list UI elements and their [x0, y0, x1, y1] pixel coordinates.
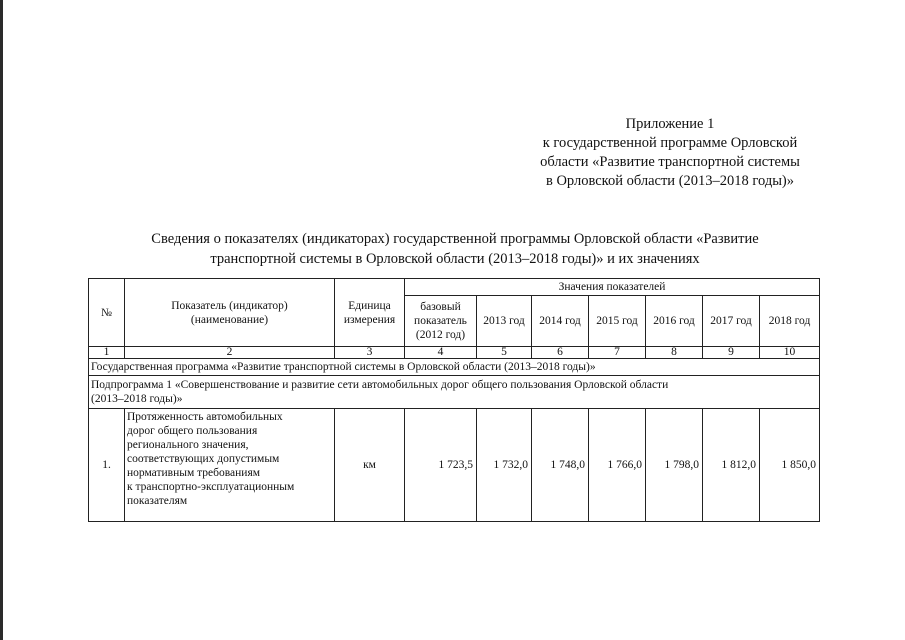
subprogram-row — [89, 376, 820, 409]
indicator-name-line: соответствующих допустимым — [127, 453, 280, 465]
program-row: Государственная программа «Развитие транспортной системы в Орловской области (2013–2018 годы)» — [89, 359, 820, 376]
row-value-2014: 1 748,0 — [532, 409, 589, 522]
column-number: 3 — [335, 347, 405, 359]
column-number: 8 — [646, 347, 703, 359]
header-values-group: Значения показателей — [405, 279, 820, 296]
header-num: № — [89, 279, 125, 347]
header-year-2016: 2016 год — [646, 296, 703, 347]
column-number: 5 — [477, 347, 532, 359]
column-number: 9 — [703, 347, 760, 359]
indicator-name-line: к транспортно-эксплуатационным — [127, 481, 295, 493]
indicators-table — [88, 278, 820, 522]
column-number: 6 — [532, 347, 589, 359]
indicator-name-line: дорог общего пользования — [127, 425, 258, 437]
header-base-line-1: базовый — [420, 301, 461, 313]
title-line-1: Сведения о показателях (индикаторах) государственной программы Орловской области «Развитие — [151, 231, 759, 247]
header-year-2015: 2015 год — [589, 296, 646, 347]
row-value-2015: 1 766,0 — [589, 409, 646, 522]
appendix-line-3: области «Развитие транспортной системы — [540, 154, 800, 170]
header-year-2017: 2017 год — [703, 296, 760, 347]
header-year-2014: 2014 год — [532, 296, 589, 347]
indicator-name-line: нормативным требованиям — [127, 467, 261, 479]
header-base-line-2: показатель — [414, 315, 467, 327]
appendix-caption — [520, 115, 820, 191]
indicator-name-line: Протяженность автомобильных — [127, 411, 283, 423]
row-value-2018: 1 850,0 — [760, 409, 820, 522]
row-indicator-name — [125, 409, 335, 522]
row-num: 1. — [89, 409, 125, 522]
header-indicator-line-1: Показатель (индикатор) — [171, 299, 288, 312]
column-number: 4 — [405, 347, 477, 359]
header-base — [405, 296, 477, 347]
header-base-line-3: (2012 год) — [415, 329, 466, 341]
header-indicator-line-2: (наименование) — [190, 313, 269, 326]
column-number: 1 — [89, 347, 125, 359]
scan-left-edge — [0, 0, 3, 640]
indicator-name-line: показателям — [127, 495, 188, 507]
row-value-2016: 1 798,0 — [646, 409, 703, 522]
subprogram-line-1: Подпрограмма 1 «Совершенствование и развитие сети автомобильных дорог общего пользования Орловской области — [91, 379, 669, 391]
header-year-2013: 2013 год — [477, 296, 532, 347]
row-value-2017: 1 812,0 — [703, 409, 760, 522]
column-number: 10 — [760, 347, 820, 359]
appendix-line-1: Приложение 1 — [625, 116, 715, 132]
appendix-line-2: к государственной программе Орловской — [542, 135, 798, 151]
row-unit: км — [335, 409, 405, 522]
header-indicator — [125, 279, 335, 347]
column-number: 7 — [589, 347, 646, 359]
indicator-name-line: регионального значения, — [127, 439, 249, 451]
title-line-2: транспортной системы в Орловской области (2013–2018 годы)» и их значениях — [210, 250, 700, 267]
document-title — [95, 230, 815, 269]
row-base-value: 1 723,5 — [405, 409, 477, 522]
appendix-line-4: в Орловской области (2013–2018 годы)» — [545, 173, 795, 189]
subprogram-line-2: (2013–2018 годы)» — [91, 393, 183, 405]
header-unit-line-2: измерения — [343, 313, 396, 326]
header-year-2018: 2018 год — [760, 296, 820, 347]
header-unit — [335, 279, 405, 347]
table-row — [89, 409, 820, 522]
header-unit-line-1: Единица — [348, 299, 391, 312]
column-number: 2 — [125, 347, 335, 359]
row-value-2013: 1 732,0 — [477, 409, 532, 522]
